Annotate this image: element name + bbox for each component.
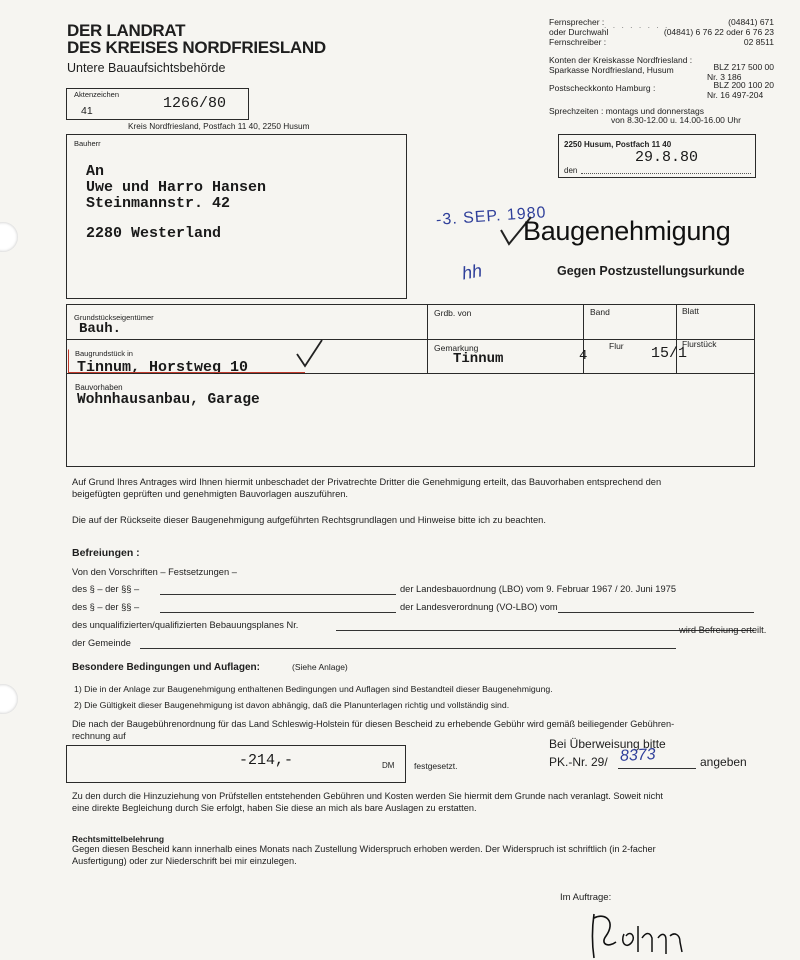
gemarkung-value: Tinnum [453, 351, 504, 367]
date-box [558, 134, 756, 178]
fee-box [66, 745, 406, 783]
address-line-3: Steinmannstr. 42 [86, 195, 231, 212]
place-line: 2250 Husum, Postfach 11 40 [564, 140, 672, 149]
postscheck-label: Postscheckkonto Hamburg : [549, 83, 656, 93]
extra-costs-line-1: Zu den durch die Hinzuziehung von Prüfstellen entstehenden Gebühren und Kosten werden Sie hiermit dem Grunde nach veranlagt. Soweit nicht [72, 791, 663, 801]
exemptions-line-2b: der Landesbauordnung (LBO) vom 9. Februar 1967 / 20. Juni 1975 [400, 584, 676, 594]
signature-image [586, 908, 696, 960]
flur-label: Flur [609, 341, 624, 351]
phone-value: (04841) 671 [728, 17, 774, 27]
telex-value: 02 8511 [743, 37, 774, 47]
extra-costs-line-2: eine direkte Begleichung durch Sie erfolgt, haben Sie diese an mich als bare Auslagen zu erstatten. [72, 803, 477, 813]
appeal-heading: Rechtsmittelbelehrung [72, 834, 165, 844]
conditions-heading: Besondere Bedingungen und Auflagen: [72, 662, 260, 673]
address-line-2: Uwe und Harro Hansen [86, 179, 267, 196]
flur-value: 4 [579, 348, 588, 364]
site-label: Baugrundstück in [75, 349, 133, 358]
reference-label: Aktenzeichen [74, 90, 120, 99]
direct-label: oder Durchwahl [549, 27, 609, 37]
document-subtitle: Gegen Postzustellungsurkunde [557, 264, 745, 278]
savings-bank: Sparkasse Nordfriesland, Husum [549, 65, 674, 75]
owner-label: Grundstückseigentümer [74, 313, 154, 322]
exemptions-line-3a: des § – der §§ – [72, 602, 140, 612]
transfer-pk-number: 8373 [619, 746, 656, 765]
transfer-end: angeben [700, 755, 747, 769]
applicant-label: Bauherr [74, 139, 101, 148]
transfer-pk-label: PK.-Nr. 29/ [549, 755, 608, 769]
stamp-initials: hh [460, 260, 484, 284]
applicant-box [66, 134, 407, 299]
property-table [66, 304, 755, 467]
conditions-note: (Siehe Anlage) [292, 662, 348, 672]
address-line-4: 2280 Westerland [86, 225, 222, 242]
condition-2: 2) Die Gültigkeit dieser Baugenehmigung ist davon abhängig, daß die Planunterlagen richtig und vollständig sind. [74, 700, 510, 710]
file-number: 1266/80 [163, 95, 227, 112]
intro-line-2: beigefügten geprüften und genehmigten Bauvorlagen auszuführen. [72, 489, 349, 499]
phone-dots: . . . . . . . . [604, 20, 670, 30]
punch-hole-top [0, 222, 18, 252]
department-name: Untere Bauaufsichtsbehörde [67, 61, 226, 75]
reverse-note: Die auf der Rückseite dieser Baugenehmigung aufgeführten Rechtsgrundlagen und Hinweise bitte ich zu beachten. [72, 515, 546, 525]
accounts-label: Konten der Kreiskasse Nordfriesland : [549, 55, 693, 65]
office-hours-1: Sprechzeiten : montags und donnerstags [549, 106, 704, 116]
exemptions-line-4: des unqualifizierten/qualifizierten Bebauungsplanes Nr. [72, 620, 299, 630]
intro-line-1: Auf Grund Ihres Antrages wird Ihnen hiermit unbeschadet der Privatrechte Dritter die Genehmigung erteilt, das Bauvorhaben entsprechend den [72, 477, 662, 487]
direct-value: (04841) 6 76 22 oder 6 76 23 [663, 27, 774, 37]
blz-1: BLZ 217 500 00 [713, 62, 774, 72]
fee-line-2: rechnung auf [72, 731, 126, 741]
exemptions-line-5b: wird Befreiung erteilt. [679, 625, 767, 635]
authority-line-2: DES KREISES NORDFRIESLAND [67, 38, 326, 57]
blz-2: BLZ 200 100 20 [713, 80, 774, 90]
department-number: 41 [81, 105, 93, 117]
grdb-label: Grdb. von [434, 308, 472, 318]
telex-label: Fernschreiber : [549, 37, 607, 47]
account-nr-2: Nr. 16 497-204 [707, 90, 764, 100]
reference-box [66, 88, 249, 120]
fee-currency: DM [382, 761, 395, 770]
transfer-line-1: Bei Überweisung bitte [549, 737, 666, 751]
issue-date: 29.8.80 [635, 149, 699, 166]
project-label: Bauvorhaben [75, 383, 123, 392]
condition-1: 1) Die in der Anlage zur Baugenehmigung enthaltenen Bedingungen und Auflagen sind Bestandteil dieser Baugenehmigung. [74, 684, 553, 694]
document-title: Baugenehmigung [523, 216, 731, 246]
exemptions-line-3b: der Landesverordnung (VO-LBO) vom [400, 602, 558, 612]
authority-line-1: DER LANDRAT [67, 21, 186, 40]
gemarkung-label: Gemarkung [434, 343, 479, 353]
fee-set: festgesetzt. [414, 761, 458, 771]
fee-amount: -214,- [239, 752, 294, 769]
exemptions-heading: Befreiungen : [72, 547, 140, 559]
received-date-stamp: -3. SEP. 1980 [435, 204, 547, 229]
site-value: Tinnum, Horstweg 10 [77, 359, 249, 376]
office-hours-2: von 8.30-12.00 u. 14.00-16.00 Uhr [611, 115, 741, 125]
project-value: Wohnhausanbau, Garage [77, 392, 260, 408]
band-label: Band [590, 307, 610, 317]
date-den-label: den [564, 166, 578, 175]
flurstueck-label: Flurstück [682, 339, 717, 349]
exemptions-line-2a: des § – der §§ – [72, 584, 140, 594]
appeal-line-2: Ausfertigung) oder zur Niederschrift bei mir einzulegen. [72, 856, 297, 866]
site-highlight [68, 349, 305, 373]
fee-line-1: Die nach der Baugebührenordnung für das Land Schleswig-Holstein für diesen Bescheid zu erhebende Gebühr wird gemäß beiliegender Gebühren- [72, 719, 675, 729]
punch-hole-bottom [0, 684, 18, 714]
account-nr-1: Nr. 3 186 [707, 72, 742, 82]
address-line-1: An [86, 163, 105, 180]
appeal-line-1: Gegen diesen Bescheid kann innerhalb eines Monats nach Zustellung Widerspruch erhoben werden. Der Widerspruch ist schriftlich (in 2-facher [72, 844, 656, 854]
return-address: Kreis Nordfriesland, Postfach 11 40, 2250 Husum [128, 121, 310, 131]
flurstueck-value: 15/1 [651, 345, 688, 362]
signature-label: Im Auftrage: [560, 892, 612, 903]
site-check-mark-icon [295, 338, 325, 370]
owner-value: Bauh. [79, 321, 122, 337]
blatt-label: Blatt [682, 306, 700, 316]
exemptions-line-5a: der Gemeinde [72, 638, 131, 648]
date-underline [581, 173, 751, 174]
phone-label: Fernsprecher : [549, 17, 605, 27]
exemptions-line-1: Von den Vorschriften – Festsetzungen – [72, 567, 237, 577]
